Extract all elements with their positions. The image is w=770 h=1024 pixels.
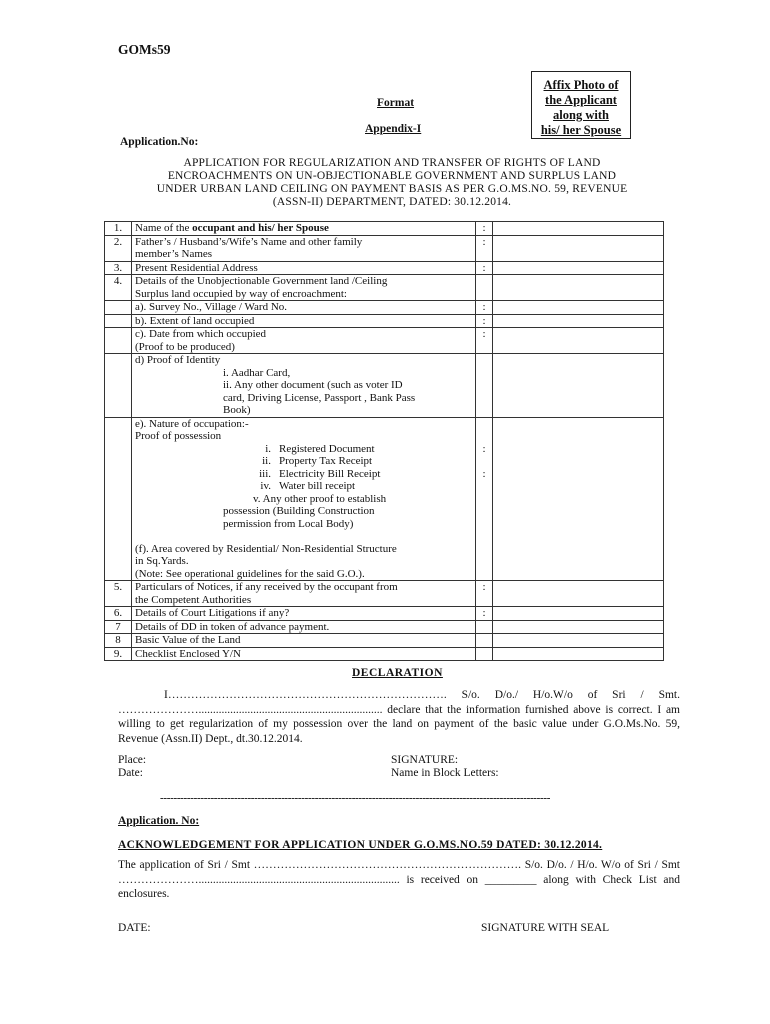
appendix-label: Appendix-I [365, 123, 422, 135]
row-number [105, 314, 132, 328]
row-number: 3. [105, 261, 132, 275]
row-label: Details of DD in token of advance payment. [132, 620, 476, 634]
row-number [105, 301, 132, 315]
application-no-label: Application.No: [120, 136, 199, 148]
occupant-name-field[interactable] [493, 222, 664, 236]
row-label-line: (Proof to be produced) [135, 340, 235, 353]
extent-field[interactable] [493, 314, 664, 328]
row-label: Details of Court Litigations if any? [132, 607, 476, 621]
row-label [132, 235, 476, 261]
checklist-field[interactable] [493, 647, 664, 661]
row-label-bold: occupant and his/ her Spouse [192, 222, 329, 234]
possession-proof-field[interactable] [493, 417, 664, 581]
row-label-line: Father’s / Husband’s/Wife’s Name and other family [135, 235, 363, 248]
family-names-field[interactable] [493, 235, 664, 261]
photo-box [531, 71, 631, 139]
table-row [105, 314, 664, 328]
row-label-line: member’s Names [135, 248, 213, 260]
colon: : [476, 222, 493, 236]
title-line: ENCROACHMENTS ON UN-OBJECTIONABLE GOVERNMENT AND SURPLUS LAND [167, 170, 617, 182]
form-code: GOMs59 [118, 42, 171, 57]
table-row [105, 235, 664, 261]
document-title [112, 157, 672, 209]
ack-date-label: DATE: [118, 922, 151, 934]
row-label-line: e). Nature of occupation:- [135, 417, 249, 430]
row-label [132, 222, 476, 236]
colon [476, 647, 493, 661]
row-label-text: Name of the [135, 222, 193, 234]
colon [476, 620, 493, 634]
row-label-line: card, Driving License, Passport , Bank Pass [223, 391, 416, 404]
colon: : [476, 235, 493, 261]
row-label-line: possession (Building Construction [223, 505, 375, 517]
colon: : [476, 301, 493, 315]
signature-label: SIGNATURE: [391, 754, 459, 766]
colon [476, 417, 493, 581]
table-row [105, 222, 664, 236]
address-field[interactable] [493, 261, 664, 275]
row-label-line: c). Date from which occupied [135, 328, 267, 340]
row-number: 6. [105, 607, 132, 621]
survey-no-field[interactable] [493, 301, 664, 315]
spacer [135, 530, 472, 543]
row-label-line: ii. Any other document (such as voter ID [223, 379, 403, 391]
date-label: Date: [118, 767, 143, 779]
title-line: (ASSN-II) DEPARTMENT, DATED: 30.12.2014. [272, 196, 512, 208]
row-number: 7 [105, 620, 132, 634]
row-label [132, 275, 476, 301]
place-label: Place: [118, 754, 147, 766]
declaration-text [118, 688, 680, 746]
photo-box-line: the Applicant [545, 93, 617, 107]
row-number: 8 [105, 634, 132, 648]
row-label-line: v. Any other proof to establish [253, 492, 387, 505]
notices-field[interactable] [493, 581, 664, 607]
row-label: Present Residential Address [132, 261, 476, 275]
row-label: a). Survey No., Village / Ward No. [132, 301, 476, 315]
row-label [132, 328, 476, 354]
cut-divider: -------------------------------------------------------------------------------------------------------------------- [160, 792, 551, 804]
land-details-field[interactable] [493, 275, 664, 301]
row-number [105, 328, 132, 354]
row-label-line: Particulars of Notices, if any received by the occupant from [135, 581, 398, 593]
roman-item [135, 443, 472, 456]
row-label-line: (f). Area covered by Residential/ Non-Residential Structure [135, 542, 397, 555]
acknowledgement-text [118, 858, 680, 902]
photo-box-line: along with [553, 108, 609, 122]
signature-block [391, 754, 499, 780]
roman-text: Electricity Bill Receipt [279, 467, 381, 480]
row-label-line: the Competent Authorities [135, 593, 252, 606]
row-number [105, 417, 132, 581]
row-label [132, 354, 476, 418]
row-label-line: in Sq.Yards. [135, 555, 189, 567]
table-row [105, 647, 664, 661]
block-letters-label: Name in Block Letters: [391, 767, 499, 779]
colon-mark: : [482, 467, 486, 480]
row-label-line: permission from Local Body) [223, 517, 354, 530]
row-number: 1. [105, 222, 132, 236]
colon: : [476, 581, 493, 607]
colon [476, 275, 493, 301]
row-number: 4. [105, 275, 132, 301]
row-label: Basic Value of the Land [132, 634, 476, 648]
basic-value-field[interactable] [493, 634, 664, 648]
declaration-paragraph: I………………………………………………………………. S/o. D/o./ H/o.W/o of Sri / Smt. …………………................................................................ declare that the information furnished above is correct. I am willing to get regularization of my possession over the land on payment of the basic value under G.O.Ms.No. 59, Revenue (Assn.II) Dept., dt.30.12.2014. [118, 689, 680, 745]
declaration-heading: DECLARATION [352, 667, 443, 679]
table-row [105, 620, 664, 634]
ack-application-no-label: Application. No: [118, 815, 200, 827]
colon-mark: : [482, 442, 486, 455]
identity-proof-field[interactable] [493, 354, 664, 418]
roman-num: iii. [259, 467, 271, 480]
roman-item [135, 468, 472, 481]
colon [476, 354, 493, 418]
application-form-table [104, 221, 664, 661]
row-label [132, 581, 476, 607]
row-label-line: Details of the Unobjectionable Government land /Ceiling [135, 275, 388, 287]
row-number [105, 354, 132, 418]
format-label: Format [377, 97, 415, 109]
row-label-line: Book) [223, 404, 251, 416]
roman-num: iv. [260, 480, 271, 492]
roman-text: Registered Document [279, 442, 375, 455]
roman-text: Property Tax Receipt [279, 455, 373, 467]
colon: : [476, 261, 493, 275]
place-date-block [118, 754, 146, 780]
occupied-date-field[interactable] [493, 328, 664, 354]
row-label: b). Extent of land occupied [132, 314, 476, 328]
roman-text: Water bill receipt [279, 480, 356, 492]
row-label: Checklist Enclosed Y/N [132, 647, 476, 661]
table-row [105, 581, 664, 607]
photo-box-line: Affix Photo of [543, 78, 619, 92]
roman-item [135, 455, 472, 468]
row-label-line: i. Aadhar Card, [223, 366, 291, 379]
row-number: 5. [105, 581, 132, 607]
table-row [105, 301, 664, 315]
acknowledgement-paragraph: The application of Sri / Smt ……………………………………………………………. S/o. D/o. / H/o. W/o of Sri / Smt …………………...................................................................... is received on _________ along with Check List and enclosures. [118, 859, 680, 900]
title-line: APPLICATION FOR REGULARIZATION AND TRANSFER OF RIGHTS OF LAND [183, 157, 601, 169]
litigation-field[interactable] [493, 607, 664, 621]
title-line: UNDER URBAN LAND CEILING ON PAYMENT BASIS AS PER G.O.MS.NO. 59, REVENUE [156, 183, 628, 195]
table-row [105, 261, 664, 275]
colon: : [476, 314, 493, 328]
colon: : [476, 328, 493, 354]
colon [476, 634, 493, 648]
row-label [132, 417, 476, 581]
row-number: 2. [105, 235, 132, 261]
table-row [105, 417, 664, 581]
roman-num: i. [265, 442, 271, 455]
roman-item [135, 480, 472, 493]
row-label-line: Proof of possession [135, 430, 222, 442]
row-label-line: Surplus land occupied by way of encroachment: [135, 287, 347, 300]
table-row [105, 634, 664, 648]
row-label-line: (Note: See operational guidelines for the said G.O.). [135, 567, 365, 580]
acknowledgement-heading: ACKNOWLEDGEMENT FOR APPLICATION UNDER G.O.MS.NO.59 DATED: 30.12.2014. [118, 839, 603, 851]
roman-num: ii. [262, 455, 271, 467]
photo-box-line: his/ her Spouse [540, 123, 622, 137]
row-label-line: d) Proof of Identity [135, 354, 221, 366]
dd-details-field[interactable] [493, 620, 664, 634]
ack-signature-label: SIGNATURE WITH SEAL [481, 922, 610, 934]
table-row [105, 328, 664, 354]
table-row [105, 607, 664, 621]
table-row [105, 354, 664, 418]
row-number: 9. [105, 647, 132, 661]
colon: : [476, 607, 493, 621]
table-row [105, 275, 664, 301]
